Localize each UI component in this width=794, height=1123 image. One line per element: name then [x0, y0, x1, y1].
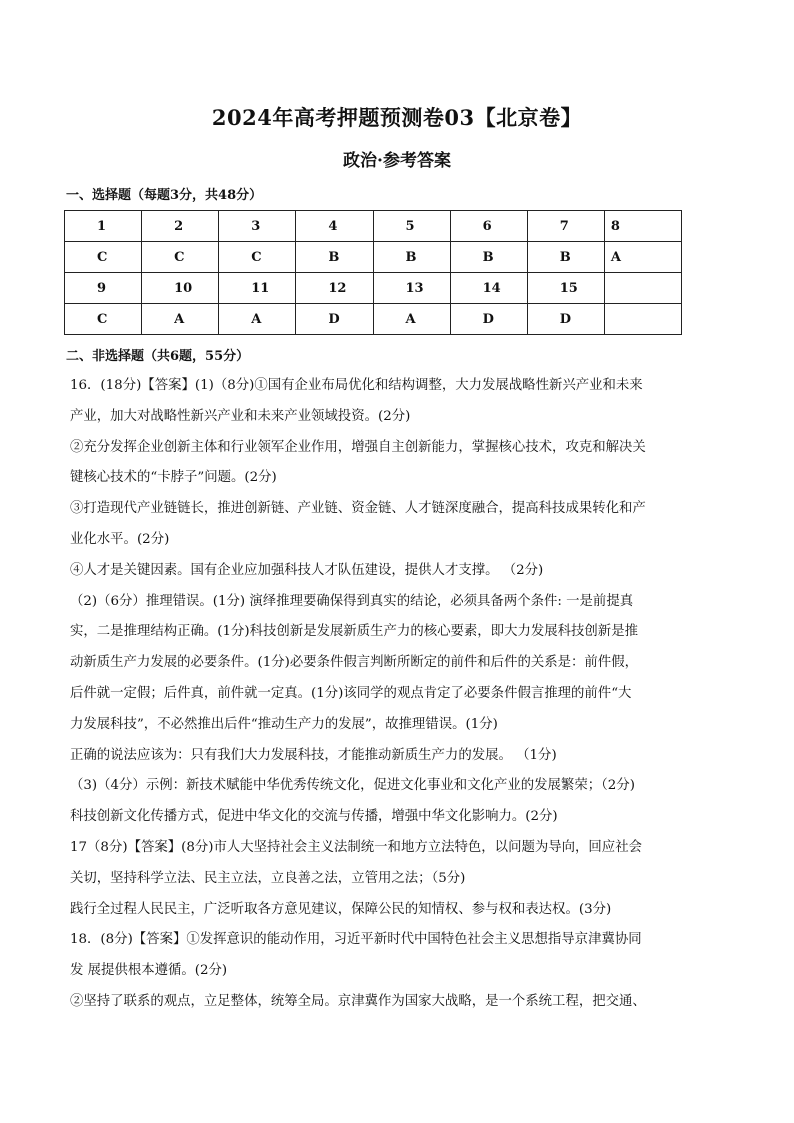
- section2-heading: 二、非选择题（共6题，55分）: [66, 349, 250, 364]
- body-line: 业化水平。(2分): [70, 531, 170, 547]
- table-cell: A: [373, 304, 450, 335]
- body-line: 产业，加大对战略性新兴产业和未来产业领域投资。(2分): [70, 408, 411, 424]
- table-cell: B: [450, 242, 527, 273]
- table-cell: A: [604, 242, 681, 273]
- page-subtitle: 政治·参考答案: [343, 151, 451, 171]
- body-line: 16．(18分)【答案】(1)（8分)①国有企业布局优化和结构调整，大力发展战略性新兴产业和未来: [70, 378, 643, 393]
- table-cell: C: [65, 304, 142, 335]
- table-cell: D: [296, 304, 373, 335]
- body-line: 践行全过程人民民主，广泛听取各方意见建议，保障公民的知情权、参与权和表达权。(3分): [70, 901, 612, 917]
- table-cell: 8: [604, 211, 681, 242]
- body-line: 实，二是推理结构正确。(1分)科技创新是发展新质生产力的核心要素，即大力发展科技创新是推: [70, 624, 638, 640]
- table-row: [65, 273, 682, 304]
- table-cell: B: [296, 242, 373, 273]
- body-line: 17（8分)【答案】(8分)市人大坚持社会主义法制统一和地方立法特色，以问题为导向，回应社会: [70, 839, 642, 855]
- table-cell: 15: [527, 273, 604, 304]
- table-row: [65, 242, 682, 273]
- table-cell: 11: [219, 273, 296, 304]
- table-cell: 3: [219, 211, 296, 242]
- table-cell: 5: [373, 211, 450, 242]
- table-cell: 7: [527, 211, 604, 242]
- body-line: （3)（4分）示例：新技术赋能中华优秀传统文化，促进文化事业和文化产业的发展繁荣；（2分): [70, 778, 635, 794]
- table-cell: 9: [65, 273, 142, 304]
- table-cell: A: [142, 304, 219, 335]
- answer-table: [64, 210, 682, 335]
- body-line: ④人才是关键因素。国有企业应加强科技人才队伍建设，提供人才支撑。 （2分): [70, 562, 544, 578]
- table-cell: B: [373, 242, 450, 273]
- body-line: ③打造现代产业链链长，推进创新链、产业链、资金链、人才链深度融合，提高科技成果转化和产: [70, 501, 646, 517]
- table-cell: [604, 304, 681, 335]
- answer-body: [70, 371, 692, 1018]
- table-cell: C: [65, 242, 142, 273]
- body-line: 关切，坚持科学立法、民主立法，立良善之法，立管用之法；（5分): [70, 870, 466, 886]
- table-cell: 12: [296, 273, 373, 304]
- table-cell: C: [142, 242, 219, 273]
- table-cell: D: [527, 304, 604, 335]
- body-line: 科技创新文化传播方式，促进中华文化的交流与传播，增强中华文化影响力。(2分): [70, 809, 558, 825]
- table-cell: 4: [296, 211, 373, 242]
- table-cell: 10: [142, 273, 219, 304]
- body-line: 后件就一定假；后件真，前件就一定真。(1分)该同学的观点肯定了必要条件假言推理的前件“大: [70, 685, 632, 701]
- table-cell: 6: [450, 211, 527, 242]
- table-cell: 13: [373, 273, 450, 304]
- table-cell: B: [527, 242, 604, 273]
- table-row: [65, 304, 682, 335]
- table-cell: 14: [450, 273, 527, 304]
- table-cell: D: [450, 304, 527, 335]
- table-cell: C: [219, 242, 296, 273]
- body-line: （2)（6分）推理错误。(1分) 演绎推理要确保得到真实的结论，必须具备两个条件: 一是前提真: [70, 593, 634, 609]
- body-line: 力发展科技”，不必然推出后件“推动生产力的发展”，故推理错误。(1分): [70, 716, 498, 732]
- body-line: ②充分发挥企业创新主体和行业领军企业作用，增强自主创新能力，掌握核心技术，攻克和解决关: [70, 439, 646, 455]
- body-line: 正确的说法应该为：只有我们大力发展科技，才能推动新质生产力的发展。 （1分): [70, 747, 557, 763]
- body-line: 动新质生产力发展的必要条件。(1分)必要条件假言判断所断定的前件和后件的关系是：前件假，: [70, 655, 638, 671]
- table-row: [65, 211, 682, 242]
- body-line: 18．(8分)【答案】①发挥意识的能动作用，习近平新时代中国特色社会主义思想指导京津冀协同: [70, 932, 642, 948]
- table-cell: 2: [142, 211, 219, 242]
- body-line: 发 展提供根本遵循。(2分): [70, 963, 228, 979]
- section1-heading: 一、选择题（每题3分，共48分）: [66, 188, 263, 203]
- body-line: 键核心技术的“卡脖子”问题。(2分): [70, 470, 277, 486]
- table-cell: A: [219, 304, 296, 335]
- table-cell: 1: [65, 211, 142, 242]
- table-cell: [604, 273, 681, 304]
- body-line: ②坚持了联系的观点，立足整体，统筹全局。京津冀作为国家大战略，是一个系统工程，把交通、: [70, 993, 646, 1009]
- page-title: 2024年高考押题预测卷03【北京卷】: [211, 105, 583, 130]
